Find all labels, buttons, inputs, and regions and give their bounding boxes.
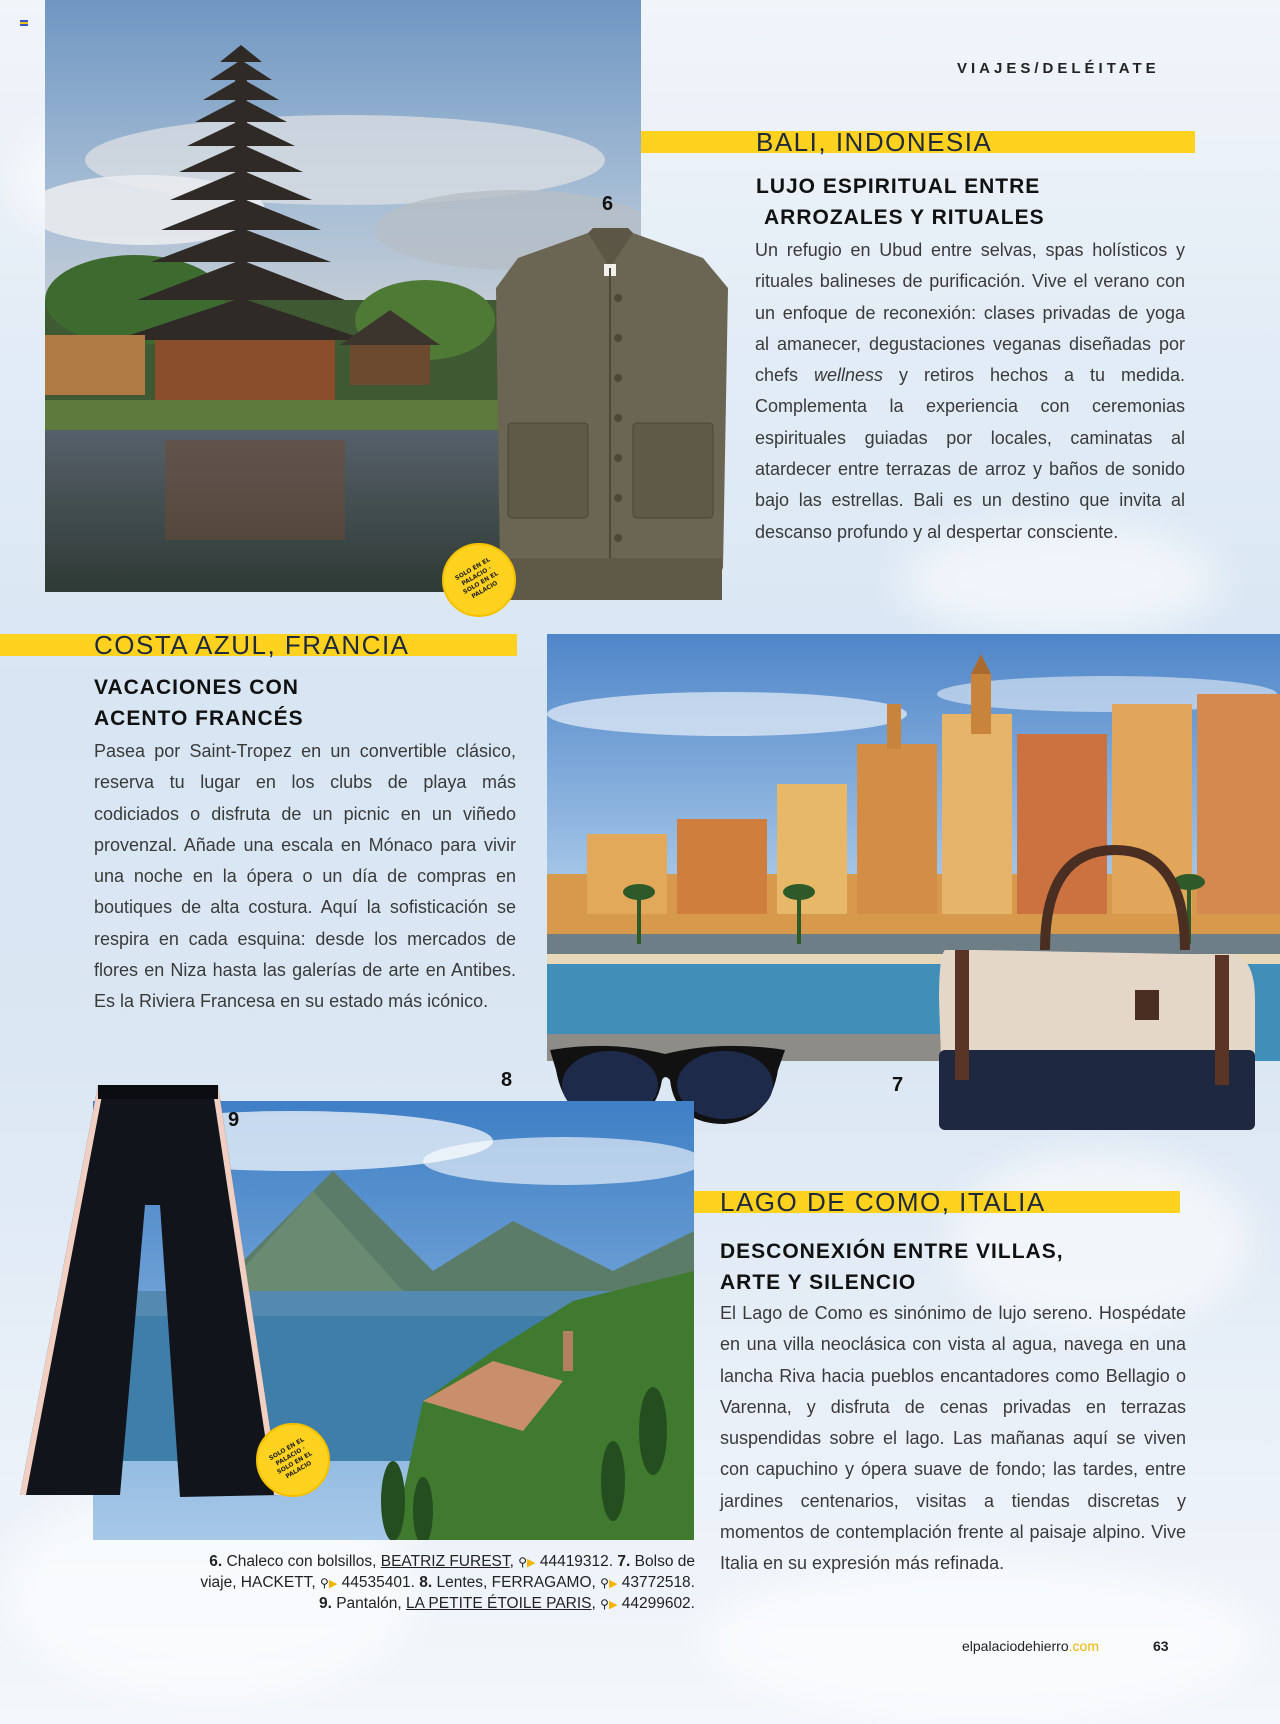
costa-subtitle xyxy=(94,672,304,734)
credit-sku-8: 43772518. xyxy=(621,1574,695,1591)
product-number-7: 7 xyxy=(892,1074,904,1096)
bali-subtitle-line1: LUJO ESPIRITUAL ENTRE xyxy=(756,175,1041,198)
corner-flag-mark xyxy=(20,20,28,26)
credit-item-6: Chaleco con bolsillos, xyxy=(226,1553,377,1570)
credit-sku-6: 44419312. xyxy=(539,1553,614,1570)
magnifier-icon: ⚲ xyxy=(600,1576,609,1590)
como-title: LAGO DE COMO, ITALIA xyxy=(720,1187,1046,1217)
brand-link-beatriz-furest[interactable]: BEATRIZ FUREST xyxy=(380,1553,510,1570)
bali-title: BALI, INDONESIA xyxy=(756,127,993,157)
bali-body xyxy=(755,235,1185,548)
credit-number-7: 7. xyxy=(617,1553,631,1570)
product-number-8: 8 xyxy=(501,1069,513,1091)
credit-number-6: 6. xyxy=(209,1553,223,1570)
credits-line-1: 6. Chaleco con bolsillos, BEATRIZ FUREST, ⚲▶ 44419312. 7. Bolso de xyxy=(209,1553,695,1570)
como-subtitle xyxy=(720,1236,1064,1298)
exclusive-badge-como: SOLO EN EL PALACIO · SOLO EN EL PALACIO xyxy=(256,1423,330,1497)
brand-link-la-petite-etoile[interactable]: LA PETITE ÉTOILE PARIS xyxy=(406,1595,592,1612)
costa-body: Pasea por Saint-Tropez en un convertible clásico, reserva tu lugar en los clubs de playa más codiciados o disfruta de un picnic en un viñedo provenzal. Añade una escala en Mónaco para vivir una noche en la ópera o un día de compras en boutiques de alta costura. Aquí la sofisticación se respira en cada esquina: desde los mercados de flores en Niza hasta las galerías de arte en Antibes. Es la Riviera Francesa en su estado más icónico. xyxy=(94,741,516,1012)
magnifier-icon: ⚲ xyxy=(518,1555,528,1569)
como-subtitle-line1: DESCONEXIÓN ENTRE VILLAS, xyxy=(720,1240,1064,1263)
footer-website-link[interactable] xyxy=(962,1638,1099,1654)
play-arrow-icon: ▶ xyxy=(608,1578,618,1590)
credit-item-9: Pantalón, xyxy=(336,1595,402,1612)
play-arrow-icon: ▶ xyxy=(328,1578,338,1590)
bali-subtitle xyxy=(756,171,1045,233)
product-number-6: 6 xyxy=(602,193,614,215)
credit-sku-7: 44535401. xyxy=(341,1574,415,1591)
section-header: VIAJES/DELÉITATE xyxy=(957,60,1160,77)
play-arrow-icon: ▶ xyxy=(608,1599,618,1611)
product-number-9: 9 xyxy=(228,1109,240,1131)
bali-subtitle-line2: ARROZALES Y RITUALES xyxy=(764,206,1045,229)
footer-url-main: elpalaciodehierro xyxy=(962,1638,1069,1654)
vest-product-image xyxy=(478,228,743,608)
exclusive-badge-bali: SOLO EN EL PALACIO · SOLO EN EL PALACIO xyxy=(442,543,516,617)
credit-number-8: 8. xyxy=(419,1574,433,1591)
credit-item-7-part1: Bolso de xyxy=(634,1553,695,1570)
travel-bag-product-image xyxy=(935,840,1260,1140)
product-credits xyxy=(100,1552,695,1615)
page-number: 63 xyxy=(1153,1638,1169,1654)
credits-line-3: 9. Pantalón, LA PETITE ÉTOILE PARIS, ⚲▶ 44299602. xyxy=(318,1595,695,1612)
credit-item-7-part2: viaje, HACKETT, xyxy=(200,1574,316,1591)
pants-product-image xyxy=(20,1085,280,1500)
como-body: El Lago de Como es sinónimo de lujo sereno. Hospédate en una villa neoclásica con vista al agua, navega en una lancha Riva hacia pueblos encantadores como Bellagio o Varenna, y disfruta de cenas privadas en terrazas suspendidas sobre el lago. Las mañanas aquí se viven con capuchino y ópera suave de fondo; las tardes, entre jardines centenarios, visitas a tiendas discretas y momentos de contemplación frente al paisaje alpino. Vive Italia en su expresión más refinada. xyxy=(720,1303,1186,1574)
credits-line-2 xyxy=(100,1573,695,1594)
costa-subtitle-line2: ACENTO FRANCÉS xyxy=(94,707,304,730)
credit-item-8: Lentes, FERRAGAMO, xyxy=(436,1574,596,1591)
credit-sku-9: 44299602. xyxy=(621,1595,695,1612)
footer-url-domain: .com xyxy=(1068,1638,1099,1654)
credit-number-9: 9. xyxy=(318,1595,332,1612)
play-arrow-icon: ▶ xyxy=(527,1557,536,1569)
bali-body-part2: y retiros hechos a tu medida. Complementa la experiencia con ceremonias espirituales guiadas por locales, caminatas al atardecer entre terrazas de arroz y baños de sonido bajo las estrellas. Bali es un destino que invita al descanso profundo y al despertar consciente. xyxy=(755,365,1185,542)
bali-body-part1: Un refugio en Ubud entre selvas, spas holísticos y rituales balineses de purificación. Vive el verano con un enfoque de reconexión: clases privadas de yoga al amanecer, degustaciones veganas diseñadas por chefs xyxy=(755,240,1185,386)
magnifier-icon: ⚲ xyxy=(320,1576,329,1590)
costa-title: COSTA AZUL, FRANCIA xyxy=(94,630,410,660)
como-subtitle-line2: ARTE Y SILENCIO xyxy=(720,1271,917,1294)
bali-body-italic: wellness xyxy=(814,365,884,386)
costa-subtitle-line1: VACACIONES CON xyxy=(94,676,299,699)
magnifier-icon: ⚲ xyxy=(600,1597,609,1611)
